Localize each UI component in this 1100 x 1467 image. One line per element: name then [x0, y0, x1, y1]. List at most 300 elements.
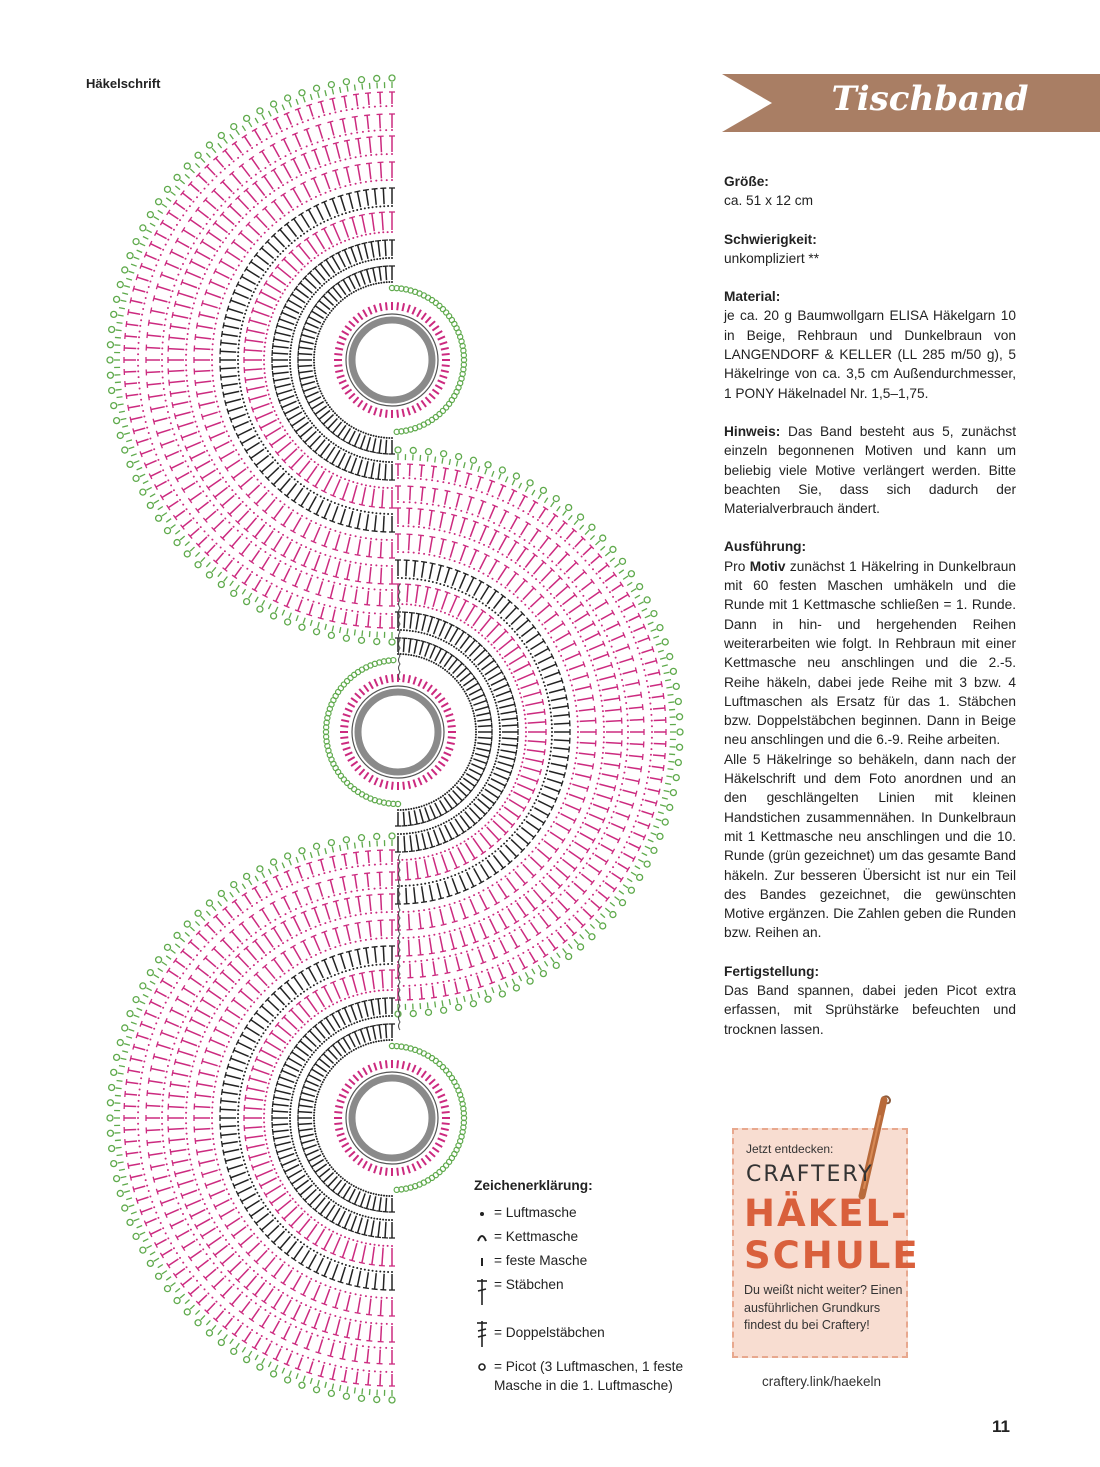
stitch-bar	[353, 625, 359, 626]
chain-mark	[143, 302, 145, 304]
chain-mark	[317, 289, 319, 291]
chain-mark	[423, 856, 425, 858]
picot-mark	[389, 639, 395, 645]
stitch-mark	[345, 1147, 351, 1152]
chain-mark	[524, 858, 526, 860]
chain-mark	[264, 1104, 266, 1106]
chain-mark	[413, 552, 415, 554]
stitch-mark	[305, 1189, 317, 1200]
stitch-mark	[538, 656, 552, 663]
chain-mark	[437, 637, 439, 639]
chain-mark	[622, 777, 624, 779]
chain-mark	[498, 743, 500, 745]
chain-mark	[627, 725, 629, 727]
stitch-mark	[326, 1205, 335, 1218]
chain-mark	[365, 1242, 367, 1244]
chain-mark	[357, 107, 359, 109]
stitch-mark	[529, 502, 535, 512]
chain-mark	[238, 265, 240, 267]
stitch-mark	[641, 811, 652, 815]
chain-mark	[295, 1033, 297, 1035]
chain-mark	[220, 416, 222, 418]
picot-mark	[218, 581, 224, 587]
stitch-mark	[485, 469, 487, 475]
chain-mark	[482, 860, 484, 862]
chain-mark	[271, 493, 273, 495]
stitch-mark	[371, 1220, 374, 1236]
chain-mark	[310, 198, 312, 200]
stitch-mark	[378, 241, 380, 257]
chain-mark	[488, 942, 490, 944]
stitch-bar	[346, 526, 352, 528]
chain-mark	[323, 397, 325, 399]
chain-mark	[553, 865, 555, 867]
stitch-bar	[540, 689, 542, 695]
stitch-bar	[245, 337, 246, 343]
stitch-mark	[296, 1046, 309, 1056]
stitch-mark	[367, 269, 371, 282]
stitch-mark	[358, 539, 361, 555]
stitch-mark	[467, 497, 471, 510]
stitch-mark	[425, 317, 430, 323]
chain-mark	[297, 1077, 299, 1079]
stitch-mark	[324, 1233, 332, 1249]
stitch-mark	[279, 1077, 294, 1082]
chain-mark	[542, 522, 544, 524]
stitch-mark	[442, 854, 448, 871]
stitch-mark	[315, 268, 325, 280]
stitch-mark	[137, 250, 143, 252]
chain-mark	[524, 744, 526, 746]
chain-mark	[430, 661, 432, 663]
chain-mark	[267, 490, 269, 492]
stitch-bar	[592, 763, 593, 769]
stitch-mark	[440, 513, 443, 529]
stitch-bar	[656, 658, 658, 664]
stitch-mark	[171, 252, 184, 258]
chain-mark	[335, 274, 337, 276]
stitch-mark	[474, 803, 486, 814]
stitch-mark	[383, 188, 384, 204]
chain-mark	[193, 302, 195, 304]
stitch-mark	[338, 453, 345, 467]
chain-mark	[185, 359, 187, 361]
chain-mark	[546, 589, 548, 591]
chain-mark	[452, 847, 454, 849]
stitch-bar	[478, 476, 484, 478]
stitch-bar	[488, 704, 490, 710]
chain-mark	[569, 844, 571, 846]
stitch-mark	[367, 1027, 371, 1040]
stitch-mark	[344, 1008, 350, 1023]
chain-mark	[440, 823, 442, 825]
chain-mark	[444, 612, 446, 614]
chain-mark	[458, 780, 460, 782]
chain-mark	[327, 499, 329, 501]
stitch-bar	[333, 576, 339, 578]
chain-mark	[153, 270, 155, 272]
chain-mark	[425, 479, 427, 481]
picot-mark	[628, 571, 634, 577]
stitch-mark	[539, 508, 546, 518]
chain-mark	[439, 583, 441, 585]
stitch-mark	[330, 122, 334, 136]
chain-mark	[413, 807, 415, 809]
chain-mark	[300, 313, 302, 315]
stitch-bar	[276, 1150, 278, 1156]
chain-mark	[517, 597, 519, 599]
stitch-mark	[466, 683, 478, 690]
chain-mark	[438, 957, 440, 959]
stitch-mark	[255, 183, 265, 196]
stitch-mark	[227, 251, 240, 260]
stitch-bar	[414, 823, 420, 824]
stitch-mark	[268, 604, 271, 609]
stitch-mark	[580, 934, 584, 938]
chain-mark	[623, 772, 625, 774]
stitch-mark	[458, 847, 466, 863]
chain-mark	[488, 777, 490, 779]
chain-mark	[521, 862, 523, 864]
stitch-mark	[530, 857, 542, 868]
chain-mark	[155, 264, 157, 266]
stitch-bar	[355, 1002, 361, 1004]
chain-mark	[365, 1216, 367, 1218]
stitch-mark	[432, 1147, 438, 1152]
stitch-mark	[525, 702, 543, 706]
stitch-mark	[275, 108, 278, 113]
picot-mark	[174, 540, 180, 546]
chain-mark	[292, 385, 294, 387]
stitch-mark	[234, 143, 241, 153]
chain-mark	[458, 813, 460, 815]
stitch-mark	[368, 93, 369, 105]
chain-mark	[374, 588, 376, 590]
stitch-mark	[432, 466, 434, 478]
stitch-mark	[220, 368, 236, 369]
stitch-mark	[324, 503, 330, 518]
chain-mark	[506, 798, 508, 800]
chain-mark	[313, 359, 315, 361]
chain-mark	[432, 881, 434, 883]
stitch-bar	[199, 403, 200, 409]
chain-mark	[418, 831, 420, 833]
stitch-bar	[421, 562, 427, 563]
stitch-mark	[562, 859, 575, 869]
chain-mark	[640, 804, 642, 806]
stitch-bar	[516, 750, 517, 756]
stitch-mark	[261, 462, 273, 472]
stitch-mark	[214, 191, 224, 201]
chain-mark	[292, 509, 294, 511]
chain-mark	[481, 790, 483, 792]
stitch-mark	[289, 613, 291, 619]
stitch-bar	[299, 1134, 300, 1140]
stitch-mark	[445, 881, 450, 896]
stitch-mark	[430, 911, 433, 927]
picot-mark	[299, 90, 305, 96]
stitch-mark	[382, 1248, 383, 1266]
stitch-mark	[490, 919, 497, 933]
chain-mark	[531, 611, 533, 613]
chain-mark	[235, 269, 237, 271]
chain-mark	[285, 155, 287, 157]
chain-mark	[365, 286, 367, 288]
chain-mark	[289, 1194, 291, 1196]
chain-mark	[592, 664, 594, 666]
stitch-bar	[272, 343, 273, 349]
stitch-bar	[370, 267, 376, 268]
stitch-mark	[523, 588, 534, 600]
chain-mark	[348, 1182, 350, 1184]
stitch-mark	[294, 488, 303, 501]
stitch-bar	[318, 101, 324, 103]
chain-mark	[334, 412, 336, 414]
chain-mark	[474, 833, 476, 835]
stitch-mark	[220, 351, 236, 352]
stitch-mark	[489, 506, 495, 519]
chain-mark	[463, 653, 465, 655]
stitch-mark	[627, 878, 632, 881]
chain-mark	[380, 1040, 382, 1042]
stitch-mark	[277, 267, 291, 278]
chain-mark	[344, 560, 346, 562]
stitch-mark	[335, 534, 340, 549]
stitch-bar	[363, 530, 369, 531]
chain-mark	[365, 458, 367, 460]
chain-mark	[219, 411, 221, 413]
chain-mark	[545, 689, 547, 691]
chain-mark	[334, 306, 336, 308]
stitch-mark	[273, 372, 289, 374]
stitch-mark	[332, 256, 340, 270]
chain-mark	[400, 653, 402, 655]
chain-mark	[319, 328, 321, 330]
stitch-mark	[312, 1160, 324, 1167]
chain-mark	[141, 314, 143, 316]
chain-mark	[187, 385, 189, 387]
chain-mark	[286, 590, 288, 592]
stitch-mark	[466, 979, 469, 991]
chain-mark	[176, 224, 178, 226]
chain-mark	[497, 713, 499, 715]
chain-mark	[137, 359, 139, 361]
chain-mark	[382, 1219, 384, 1221]
stitch-mark	[448, 737, 456, 738]
stitch-mark	[448, 659, 457, 670]
stitch-bar	[376, 453, 382, 454]
chain-mark	[403, 985, 405, 987]
chain-mark	[316, 1252, 318, 1254]
chain-mark	[272, 456, 274, 458]
stitch-bar	[275, 385, 276, 391]
chain-mark	[555, 646, 557, 648]
chain-mark	[295, 1082, 297, 1084]
chain-mark	[327, 314, 329, 316]
stitch-bar	[318, 618, 324, 620]
chain-mark	[161, 359, 163, 361]
stitch-mark	[566, 530, 574, 539]
picot-mark	[122, 267, 128, 273]
chain-mark	[332, 1066, 334, 1068]
chain-mark	[582, 867, 584, 869]
stitch-mark	[668, 694, 674, 695]
chain-mark	[494, 763, 496, 765]
stitch-mark	[442, 1123, 450, 1124]
stitch-mark	[305, 1036, 317, 1047]
stitch-bar	[276, 1081, 278, 1087]
stitch-bar	[349, 975, 355, 977]
stitch-mark	[225, 317, 240, 321]
chain-mark	[386, 153, 388, 155]
picot-mark	[600, 923, 606, 929]
chain-mark	[438, 798, 440, 800]
chain-mark	[405, 809, 407, 811]
stitch-mark	[343, 747, 351, 749]
stitch-mark	[631, 589, 636, 592]
stitch-mark	[429, 393, 435, 398]
chain-mark	[310, 1018, 312, 1020]
chain-mark	[294, 1149, 296, 1151]
chain-mark	[577, 551, 579, 553]
chain-mark	[602, 752, 604, 754]
chain-mark	[194, 421, 196, 423]
stitch-mark	[221, 261, 235, 269]
stitch-mark	[325, 146, 330, 161]
stitch-mark	[224, 391, 240, 394]
chain-mark	[310, 1248, 312, 1250]
chain-mark	[519, 770, 521, 772]
chain-mark	[253, 512, 255, 514]
chain-mark	[338, 1261, 340, 1263]
stitch-bar	[221, 340, 222, 346]
chain-mark	[397, 809, 399, 811]
stitch-mark	[407, 584, 408, 602]
chain-mark	[444, 932, 446, 934]
chain-mark	[491, 818, 493, 820]
stitch-mark	[175, 186, 180, 190]
chain-mark	[278, 187, 280, 189]
stitch-bar	[416, 850, 422, 851]
chain-mark	[426, 959, 428, 961]
chain-mark	[365, 484, 367, 486]
stitch-mark	[465, 812, 475, 824]
chain-mark	[414, 502, 416, 504]
stitch-bar	[587, 786, 589, 792]
chain-mark	[459, 684, 461, 686]
chain-mark	[386, 437, 388, 439]
chain-mark	[481, 672, 483, 674]
stitch-bar	[249, 397, 251, 403]
chain-mark	[142, 410, 144, 412]
chain-mark	[465, 693, 467, 695]
stitch-mark	[244, 350, 262, 351]
stitch-mark	[171, 391, 187, 393]
chain-mark	[383, 1195, 385, 1197]
chain-mark	[146, 427, 148, 429]
chain-mark	[387, 1271, 389, 1273]
chain-mark	[334, 557, 336, 559]
stitch-mark	[619, 570, 624, 574]
stitch-mark	[248, 485, 260, 496]
chain-mark	[251, 295, 253, 297]
chain-mark	[346, 295, 348, 297]
chain-mark	[367, 285, 369, 287]
chain-mark	[340, 1000, 342, 1002]
chain-mark	[222, 297, 224, 299]
chain-mark	[609, 871, 611, 873]
stitch-mark	[580, 525, 584, 529]
chain-mark	[397, 501, 399, 503]
chain-mark	[292, 1198, 294, 1200]
chain-mark	[498, 746, 500, 748]
chain-mark	[370, 1192, 372, 1194]
chain-mark	[284, 503, 286, 505]
chain-mark	[343, 269, 345, 271]
chain-mark	[627, 737, 629, 739]
stitch-mark	[386, 781, 388, 789]
chain-mark	[406, 859, 408, 861]
chain-mark	[330, 1259, 332, 1261]
stitch-mark	[267, 467, 279, 478]
stitch-mark	[274, 201, 284, 214]
chain-mark	[324, 1076, 326, 1078]
chain-mark	[448, 790, 450, 792]
stitch-mark	[199, 314, 215, 318]
chain-mark	[388, 437, 390, 439]
stitch-mark	[574, 883, 585, 892]
chain-mark	[290, 1129, 292, 1131]
chain-mark	[421, 830, 423, 832]
stitch-mark	[277, 1200, 291, 1211]
picot-mark	[107, 357, 113, 363]
stitch-mark	[199, 402, 215, 406]
stitch-mark	[440, 375, 448, 377]
chain-mark	[469, 924, 471, 926]
stitch-bar	[659, 789, 660, 795]
chain-mark	[611, 646, 613, 648]
chain-mark	[651, 742, 653, 744]
stitch-bar	[364, 450, 370, 452]
chain-mark	[264, 1130, 266, 1132]
chain-mark	[204, 273, 206, 275]
stitch-mark	[212, 567, 216, 572]
stitch-mark	[392, 782, 393, 790]
stitch-mark	[303, 1087, 316, 1092]
stitch-mark	[277, 390, 292, 395]
stitch-mark	[485, 789, 498, 798]
stitch-mark	[307, 239, 317, 254]
stitch-bar	[355, 164, 361, 165]
chain-mark	[291, 1135, 293, 1137]
stitch-mark	[477, 477, 481, 488]
chain-mark	[282, 534, 284, 536]
chain-mark	[449, 930, 451, 932]
chain-mark	[305, 546, 307, 548]
chain-mark	[566, 793, 568, 795]
stitch-mark	[310, 436, 321, 448]
chain-mark	[324, 1158, 326, 1160]
chain-mark	[435, 799, 437, 801]
stitch-bar	[133, 286, 135, 292]
chain-mark	[187, 253, 189, 255]
chain-mark	[408, 477, 410, 479]
chain-mark	[484, 785, 486, 787]
stitch-mark	[423, 682, 427, 689]
stitch-mark	[274, 537, 282, 551]
stitch-bar	[201, 414, 203, 420]
stitch-mark	[202, 242, 216, 250]
